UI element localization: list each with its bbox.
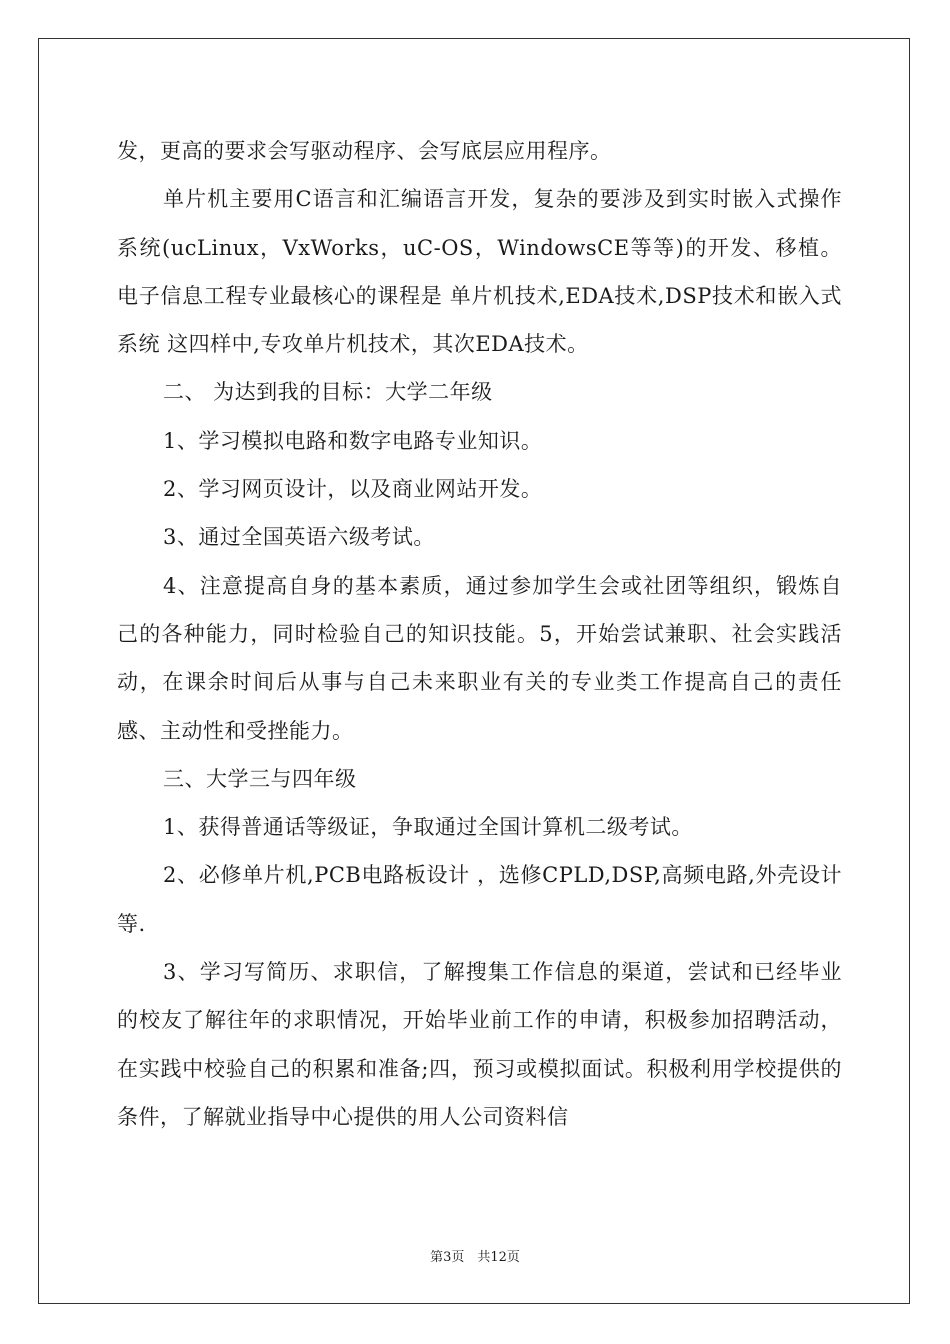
section-heading-junior-senior: 三、大学三与四年级 <box>163 766 357 791</box>
paragraph-2: 单片机主要用C语言和汇编语言开发，复杂的要涉及到实时嵌入式操作系统(ucLinux，VxWorks，uC-OS，WindowsCE等等)的开发、移植。电子信息工程专业最核心的课程是 单片机技术,EDA技术,DSP技术和嵌入式系统 这四样中,专攻单片机技术，其次EDA技术。 <box>117 187 842 357</box>
list-item: 4、注意提高自身的基本素质，通过参加学生会或社团等组织，锻炼自己的各种能力，同时检验自己的知识技能。5，开始尝试兼职、社会实践活动，在课余时间后从事与自己未来职业有关的专业类工作提高自己的责任感、主动性和受挫能力。 <box>117 573 842 743</box>
page-number-footer: 第3页 共12页 <box>430 1250 520 1265</box>
list-item: 3、通过全国英语六级考试。 <box>163 525 435 550</box>
list-item: 1、学习模拟电路和数字电路专业知识。 <box>163 428 543 453</box>
document-body <box>117 127 842 1141</box>
section-heading-sophomore: 二、 为达到我的目标：大学二年级 <box>163 380 493 405</box>
list-item: 3、学习写简历、求职信，了解搜集工作信息的渠道，尝试和已经毕业的校友了解往年的求职情况，开始毕业前工作的申请，积极参加招聘活动，在实践中校验自己的积累和准备;四，预习或模拟面试。积极利用学校提供的条件，了解就业指导中心提供的用人公司资料信 <box>117 960 842 1129</box>
paragraph-1: 发，更高的要求会写驱动程序、会写底层应用程序。 <box>117 139 612 163</box>
list-item: 2、学习网页设计，以及商业网站开发。 <box>163 477 543 502</box>
list-item: 1、获得普通话等级证，争取通过全国计算机二级考试。 <box>163 815 693 840</box>
list-item: 2、必修单片机,PCB电路板设计 ，选修CPLD,DSP,高频电路,外壳设计等. <box>117 863 842 936</box>
